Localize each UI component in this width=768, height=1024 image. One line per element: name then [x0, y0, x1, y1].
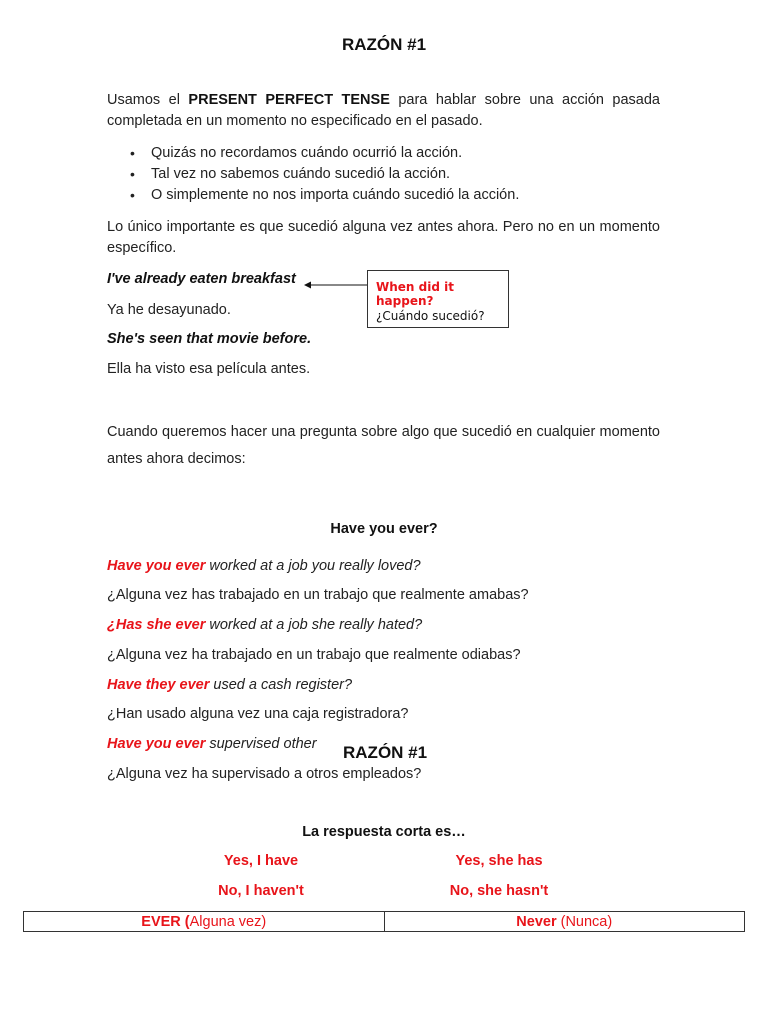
- callout-question-es: ¿Cuándo sucedió?: [376, 309, 485, 323]
- list-item: • O simplemente no nos importa cuándo sucedió la acción.: [107, 185, 660, 206]
- intro-suffix: para hablar sobre una acción pasada completada en un momento no especificado en el pasado.: [107, 92, 660, 129]
- arrow-left-icon: [304, 279, 368, 291]
- question-en-3: [107, 677, 352, 693]
- never-cell: [384, 912, 745, 932]
- question-en-1: [107, 558, 421, 574]
- example-en-2: She's seen that movie before.: [107, 331, 312, 347]
- short-answer-heading: La respuesta corta es…: [302, 824, 466, 840]
- question-red: Have you ever: [107, 558, 206, 574]
- ever-key: EVER (: [141, 913, 190, 930]
- question-rest: worked at a job you really loved?: [205, 558, 421, 574]
- short-answer-no-i: No, I haven't: [218, 883, 304, 899]
- callout-box: [367, 270, 509, 328]
- question-rest: supervised other: [205, 736, 317, 752]
- reason-list: [107, 143, 660, 206]
- table-row: [24, 912, 745, 932]
- short-answer-no-she: No, she hasn't: [449, 883, 549, 899]
- ever-cell: [24, 912, 385, 932]
- ever-value: Alguna vez): [189, 913, 267, 930]
- question-rest: worked at a job she really hated?: [205, 617, 423, 633]
- question-es-2: ¿Alguna vez ha trabajado en un trabajo que realmente odiabas?: [107, 647, 521, 663]
- question-es-1: ¿Alguna vez has trabajado en un trabajo que realmente amabas?: [107, 587, 529, 603]
- example-es-1: Ya he desayunado.: [107, 302, 231, 318]
- question-intro-paragraph: Cuando queremos hacer una pregunta sobre algo que sucedió en cualquier momento antes ahora decimos:: [107, 424, 660, 467]
- intro-prefix: Usamos el: [107, 92, 189, 108]
- short-answer-yes-i: Yes, I have: [223, 853, 299, 869]
- question-es-4: ¿Alguna vez ha supervisado a otros empleados?: [107, 766, 422, 782]
- question-es-3: ¿Han usado alguna vez una caja registradora?: [107, 706, 409, 722]
- example-en-1: I've already eaten breakfast: [107, 271, 296, 287]
- important-paragraph: Lo único importante es que sucedió alguna vez antes ahora. Pero no en un momento específico.: [107, 219, 660, 256]
- ever-never-table: [23, 911, 745, 932]
- short-answer-yes-she: Yes, she has: [455, 853, 543, 869]
- intro-paragraph: [107, 90, 660, 132]
- page-title: RAZÓN #1: [341, 35, 427, 54]
- have-you-ever-heading: Have you ever?: [330, 521, 438, 537]
- question-red: Have you ever: [107, 736, 206, 752]
- list-item: • Tal vez no sabemos cuándo sucedió la acción.: [107, 164, 660, 185]
- overlay-title: RAZÓN #1: [331, 743, 439, 763]
- question-red: ¿Has she ever: [107, 617, 206, 633]
- callout-question-en: When did it happen?: [376, 280, 454, 308]
- question-red: Have they ever: [107, 677, 210, 693]
- question-rest: used a cash register?: [209, 677, 353, 693]
- list-item: • Quizás no recordamos cuándo ocurrió la acción.: [107, 143, 660, 164]
- question-en-2: [107, 617, 422, 633]
- never-key: Never: [516, 913, 557, 930]
- intro-bold-term: PRESENT PERFECT TENSE: [188, 92, 390, 108]
- question-en-4: [107, 736, 317, 752]
- never-value: (Nunca): [556, 913, 613, 930]
- example-es-2: Ella ha visto esa película antes.: [107, 361, 311, 377]
